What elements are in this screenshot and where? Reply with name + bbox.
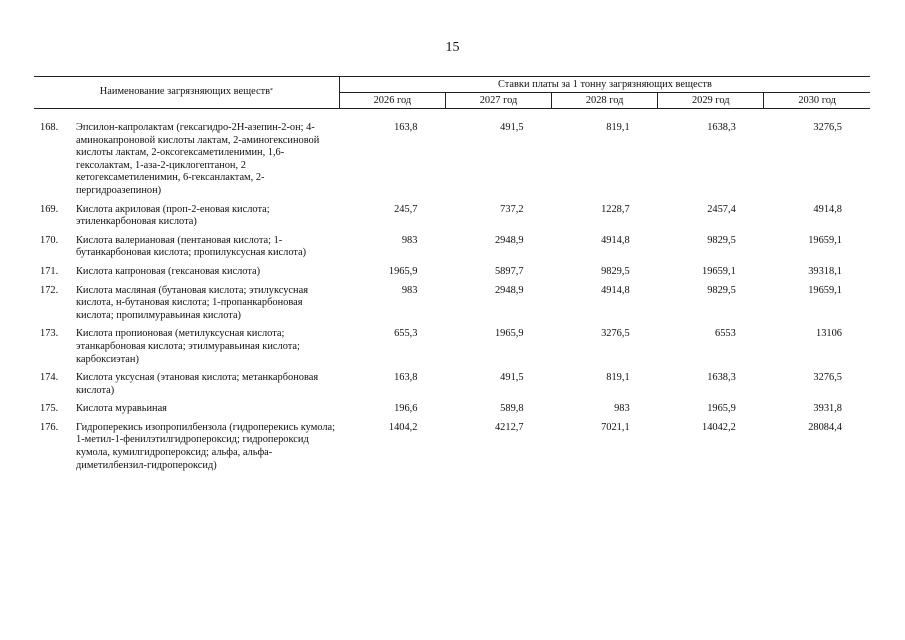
rate-2029: 1965,9 bbox=[707, 403, 736, 415]
row-number: 174. bbox=[40, 372, 59, 384]
pollutant-rates-table-wrapper bbox=[34, 76, 870, 478]
header-name-text: Наименование загрязняющих веществ bbox=[99, 86, 271, 98]
rate-2028: 3276,5 bbox=[601, 328, 630, 340]
header-year-2027: 2027 год bbox=[445, 93, 551, 109]
rate-2027: 5897,7 bbox=[494, 265, 524, 277]
rate-2028: 7021,1 bbox=[601, 421, 630, 433]
rate-2029: 1638,3 bbox=[707, 122, 736, 133]
table-row bbox=[34, 122, 870, 204]
rate-2030: 3931,8 bbox=[813, 403, 842, 415]
row-number: 169. bbox=[40, 203, 59, 215]
substance-name: Гидроперекись изопропилбензола (гидроперекись кумола; 1-метил-1-фенилэтилгидропероксид; гидропероксид кумола, кумилгидропероксид; альфа, альфа-диметилбензил-гидропероксид) bbox=[76, 421, 336, 471]
rate-2028: 819,1 bbox=[606, 122, 630, 133]
rate-2029: 19659,1 bbox=[702, 265, 736, 277]
rate-2026: 196,6 bbox=[394, 403, 418, 415]
substance-name: Кислота акриловая (проп-2-еновая кислота; этиленкарбоновая кислота) bbox=[76, 203, 270, 228]
rate-2027: 491,5 bbox=[500, 122, 524, 133]
row-number: 176. bbox=[40, 421, 59, 433]
substance-name: Эпсилон-капролактам (гексагидро-2Н-азепин-2-он; 4-аминокапроновой кислоты лактам, 2-аминогексиновой кислоты лактам, 2-оксогексаметиленимин, 1,6-гексолактам, 1-аза-2-циклогептанон, 2 кетогексаметиленимин, 6-гексанлактам, 2-пергидроазепинон) bbox=[76, 122, 320, 196]
rate-2029: 1638,3 bbox=[707, 372, 736, 384]
header-year-2028: 2028 год bbox=[552, 93, 658, 109]
table-row bbox=[34, 266, 870, 285]
rate-2026: 1965,9 bbox=[388, 265, 418, 277]
row-number: 175. bbox=[40, 403, 59, 415]
substance-cell bbox=[34, 372, 339, 403]
rate-2030: 3276,5 bbox=[813, 122, 842, 133]
table-header bbox=[34, 77, 870, 109]
row-number: 173. bbox=[40, 328, 59, 340]
substance-cell bbox=[34, 328, 339, 372]
rate-2030: 13106 bbox=[816, 328, 842, 340]
header-year-2030: 2030 год bbox=[764, 93, 870, 109]
rate-2026: 983 bbox=[401, 284, 418, 296]
table-row bbox=[34, 328, 870, 372]
substance-cell bbox=[34, 403, 339, 422]
substance-cell bbox=[34, 204, 339, 235]
rate-2030: 28084,4 bbox=[808, 421, 842, 433]
rate-2029: 6553 bbox=[715, 328, 736, 340]
rate-2028: 4914,8 bbox=[601, 284, 630, 296]
substance-cell bbox=[34, 122, 339, 204]
substance-cell bbox=[34, 235, 339, 266]
substance-name: Кислота валериановая (пентановая кислота; 1-бутанкарбоновая кислота; пропилуксусная кислота) bbox=[76, 234, 307, 259]
substance-name: Кислота масляная (бутановая кислота; этилуксусная кислота, н-бутановая кислота; 1-пропанкарбоновая кислота; пропилмуравьиная кислота) bbox=[76, 284, 308, 321]
row-number: 168. bbox=[40, 122, 59, 133]
table-row bbox=[34, 372, 870, 403]
row-number: 170. bbox=[40, 234, 59, 246]
page-number: 15 bbox=[445, 40, 460, 55]
header-footnote-mark: * bbox=[270, 88, 274, 95]
substance-cell bbox=[34, 422, 339, 478]
rate-2028: 983 bbox=[614, 403, 630, 415]
header-year-2029: 2029 год bbox=[658, 93, 764, 109]
header-rates-title: Ставки платы за 1 тонну загрязняющих веществ bbox=[339, 77, 870, 93]
substance-cell bbox=[34, 285, 339, 329]
rate-2030: 4914,8 bbox=[813, 203, 842, 215]
rate-2028: 9829,5 bbox=[601, 265, 630, 277]
table-row bbox=[34, 204, 870, 235]
rate-2029: 9829,5 bbox=[707, 234, 736, 246]
table-row bbox=[34, 403, 870, 422]
row-number: 172. bbox=[40, 284, 59, 296]
rate-2027: 491,5 bbox=[500, 372, 524, 384]
rate-2030: 19659,1 bbox=[808, 284, 842, 296]
substance-name: Кислота капроновая (гексановая кислота) bbox=[76, 265, 261, 277]
rate-2027: 589,8 bbox=[500, 403, 524, 415]
pollutant-rates-table bbox=[34, 76, 870, 478]
rate-2029: 2457,4 bbox=[707, 203, 736, 215]
table-row bbox=[34, 285, 870, 329]
rate-2029: 14042,2 bbox=[702, 421, 736, 433]
rate-2026: 163,8 bbox=[394, 122, 418, 133]
rate-2029: 9829,5 bbox=[707, 284, 736, 296]
table-row bbox=[34, 235, 870, 266]
substance-name: Кислота уксусная (этановая кислота; метанкарбоновая кислота) bbox=[76, 372, 319, 396]
substance-name: Кислота пропионовая (метилуксусная кислота; этанкарбоновая кислота; этилмуравьиная кислота; карбоксиэтан) bbox=[76, 328, 300, 365]
rate-2027: 737,2 bbox=[500, 203, 524, 215]
rate-2027: 4212,7 bbox=[494, 421, 524, 433]
header-name-column bbox=[34, 77, 339, 109]
substance-name: Кислота муравьиная bbox=[76, 403, 167, 415]
rate-2030: 3276,5 bbox=[813, 372, 842, 384]
table-row bbox=[34, 422, 870, 478]
rate-2027: 2948,9 bbox=[494, 284, 524, 296]
substance-cell bbox=[34, 266, 339, 285]
header-year-2026: 2026 год bbox=[339, 93, 445, 109]
rate-2030: 19659,1 bbox=[808, 234, 842, 246]
table-body bbox=[34, 109, 870, 479]
row-number: 171. bbox=[40, 265, 59, 277]
rate-2026: 983 bbox=[401, 234, 418, 246]
rate-2028: 1228,7 bbox=[601, 203, 630, 215]
rate-2026: 245,7 bbox=[394, 203, 418, 215]
rate-2026: 1404,2 bbox=[388, 421, 418, 433]
rate-2026: 655,3 bbox=[394, 328, 418, 340]
rate-2030: 39318,1 bbox=[808, 265, 842, 277]
rate-2027: 2948,9 bbox=[494, 234, 524, 246]
rate-2028: 819,1 bbox=[606, 372, 630, 384]
rate-2026: 163,8 bbox=[394, 372, 418, 384]
rate-2027: 1965,9 bbox=[494, 328, 524, 340]
rate-2028: 4914,8 bbox=[601, 234, 630, 246]
